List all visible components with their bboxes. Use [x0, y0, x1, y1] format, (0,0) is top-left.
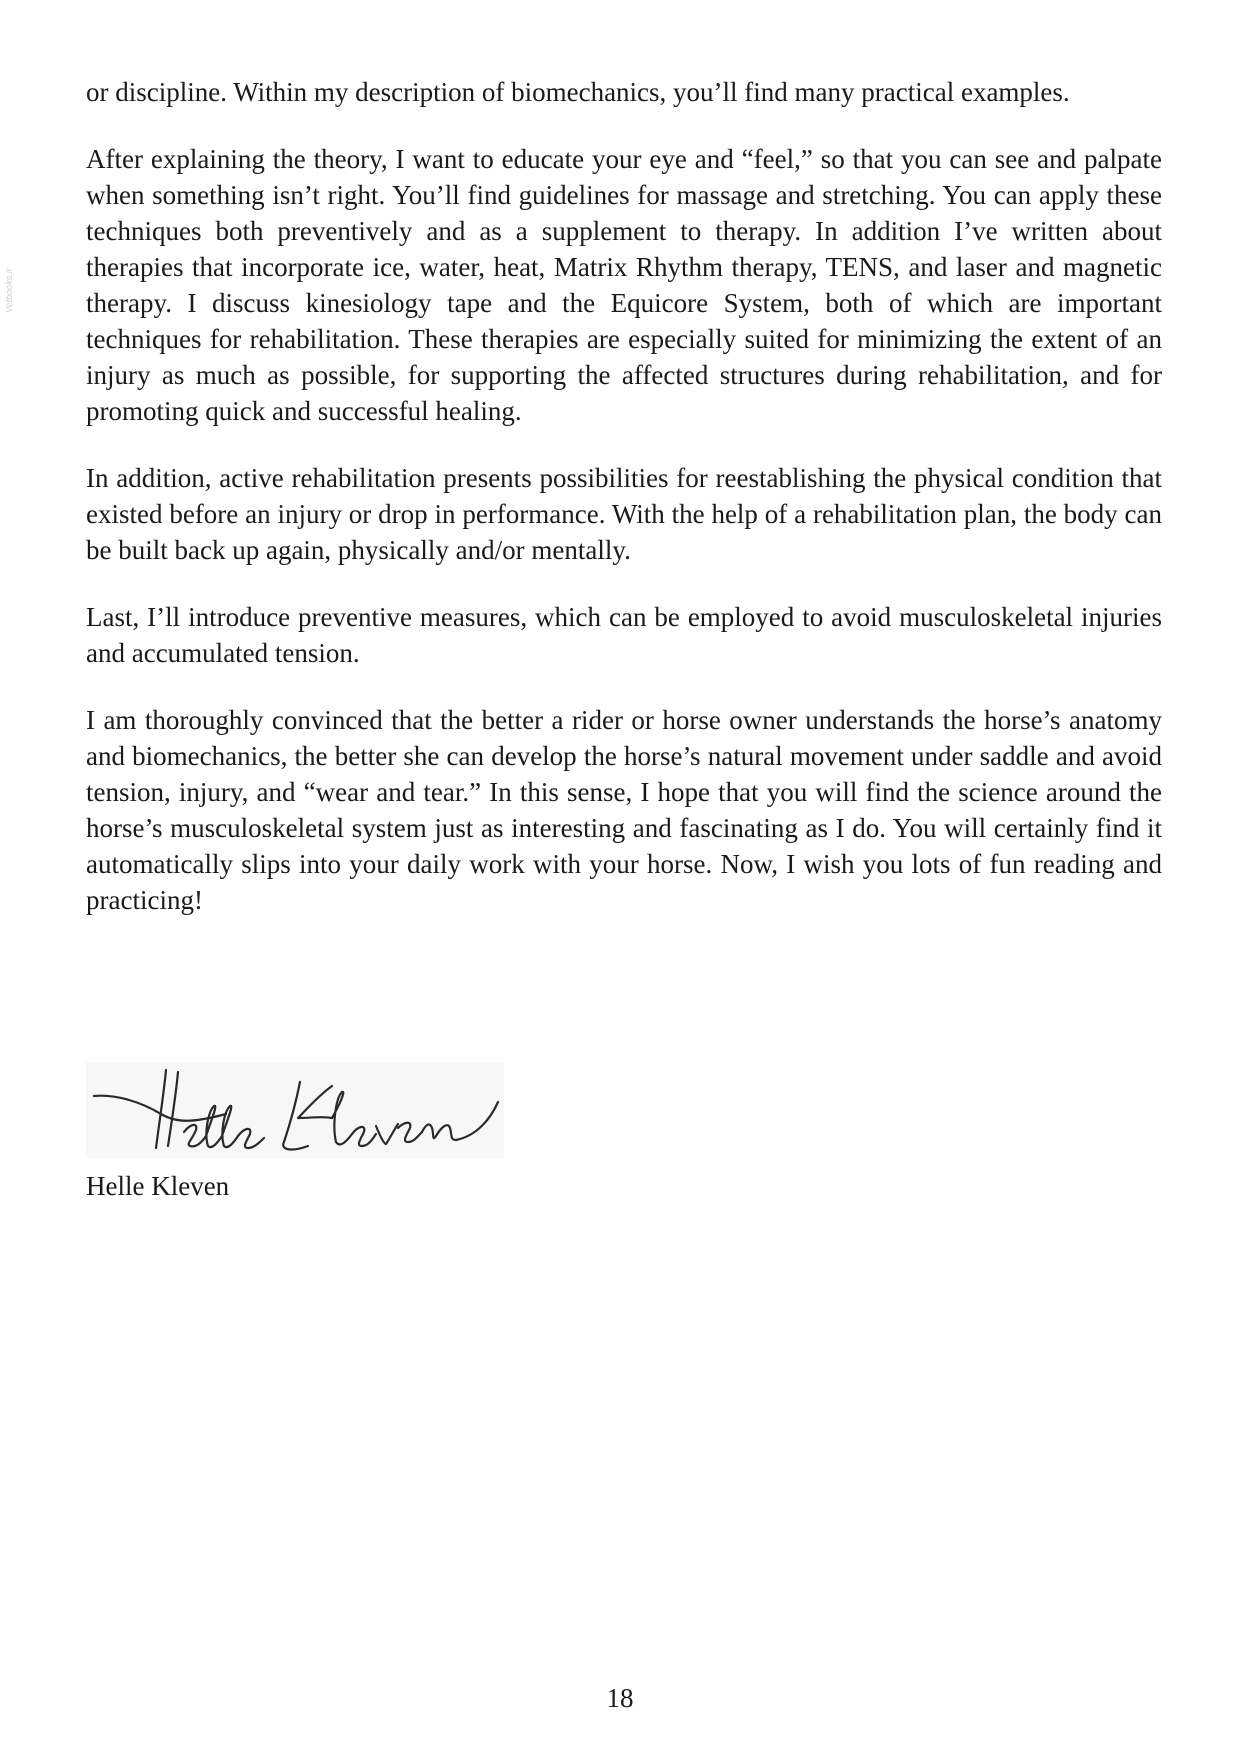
- paragraph-2: After explaining the theory, I want to educate your eye and “feel,” so that you can see and palpate when something isn’t right. You’ll find guidelines for massage and stretching. You can apply these techniques both preventively and as a supplement to therapy. In addition I’ve written about therapies that incorporate ice, water, heat, Matrix Rhythm therapy, TENS, and laser and magnetic therapy. I discuss kinesiology tape and the Equicore System, both of which are important techniques for rehabilitation. These therapies are especially suited for minimizing the extent of an injury as much as possible, for supporting the affected structures during rehabilitation, and for promoting quick and successful healing.: [86, 144, 1162, 426]
- paragraph-3: In addition, active rehabilitation presents possibilities for reestablishing the physical condition that existed before an injury or drop in performance. With the help of a rehabilitation plan, the body can be built back up again, physically and/or mentally.: [86, 463, 1162, 565]
- body-text: [86, 74, 1162, 949]
- signature-image: [86, 1062, 504, 1158]
- paragraph-4: Last, I’ll introduce preventive measures, which can be employed to avoid musculoskeletal injuries and accumulated tension.: [86, 602, 1162, 668]
- signer-name: Helle Kleven: [86, 1171, 230, 1201]
- side-watermark: [2, 245, 16, 315]
- handwritten-signature: [86, 1062, 504, 1158]
- watermark-text: Vetbooks.ir: [4, 268, 14, 313]
- paragraph-1: or discipline. Within my description of biomechanics, you’ll find many practical examples.: [86, 77, 1070, 107]
- paragraph-5: I am thoroughly convinced that the better a rider or horse owner understands the horse’s anatomy and biomechanics, the better she can develop the horse’s natural movement under saddle and avoid tension, injury, and “wear and tear.” In this sense, I hope that you will find the science around the horse’s musculoskeletal system just as interesting and fascinating as I do. You will certainly find it automatically slips into your daily work with your horse. Now, I wish you lots of fun reading and practicing!: [86, 705, 1162, 915]
- page-number: 18: [606, 1683, 634, 1713]
